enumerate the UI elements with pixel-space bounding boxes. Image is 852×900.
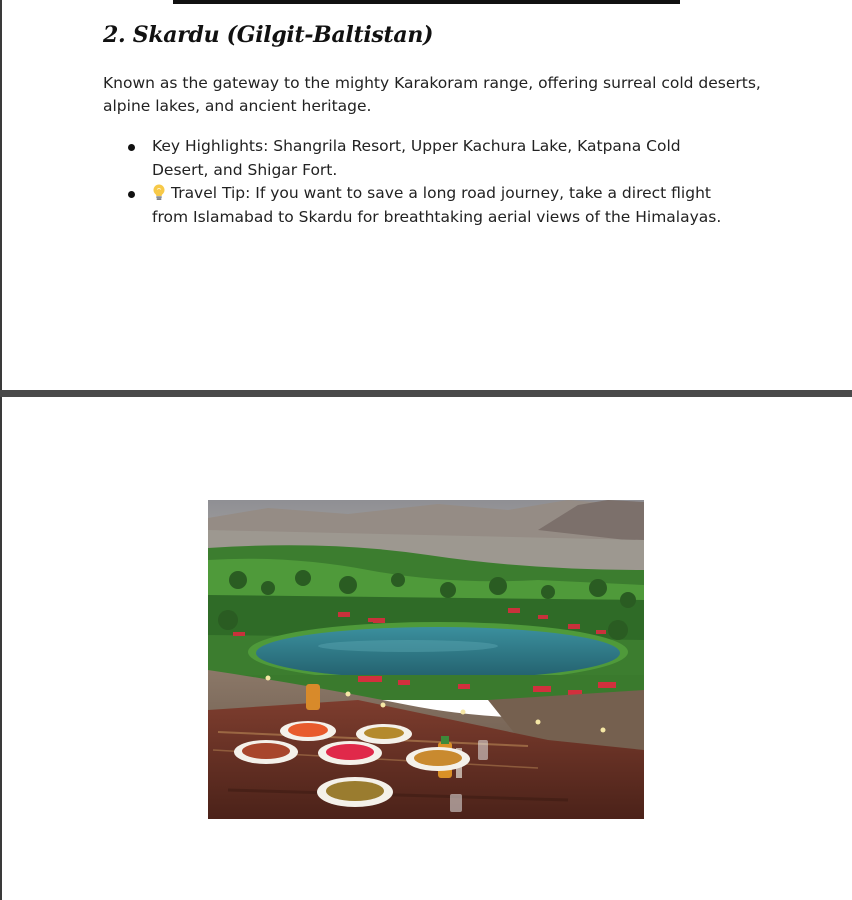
bullet-list — [128, 135, 728, 229]
bullet-text: Travel Tip: If you want to save a long road journey, take a direct flight from Islamabad to Skardu for breathtaking aerial views of the Himalayas. — [152, 184, 722, 226]
lightbulb-icon — [152, 184, 166, 201]
bullet-item-highlights — [128, 135, 728, 182]
bullet-dot-icon — [128, 191, 135, 198]
skardu-lake-photo — [208, 500, 644, 819]
page-break — [0, 390, 852, 397]
page-top-rule — [173, 0, 680, 4]
document-page-2 — [2, 397, 852, 900]
document-page-1 — [2, 0, 852, 390]
section-intro: Known as the gateway to the mighty Karakoram range, offering surreal cold deserts, alpine lakes, and ancient heritage. — [103, 74, 761, 115]
section-heading: 2. Skardu (Gilgit-Baltistan) — [103, 22, 434, 48]
bullet-text: Key Highlights: Shangrila Resort, Upper Kachura Lake, Katpana Cold Desert, and Shigar Fort. — [152, 137, 681, 179]
bullet-dot-icon — [128, 144, 135, 151]
bullet-item-travel-tip — [128, 182, 728, 229]
